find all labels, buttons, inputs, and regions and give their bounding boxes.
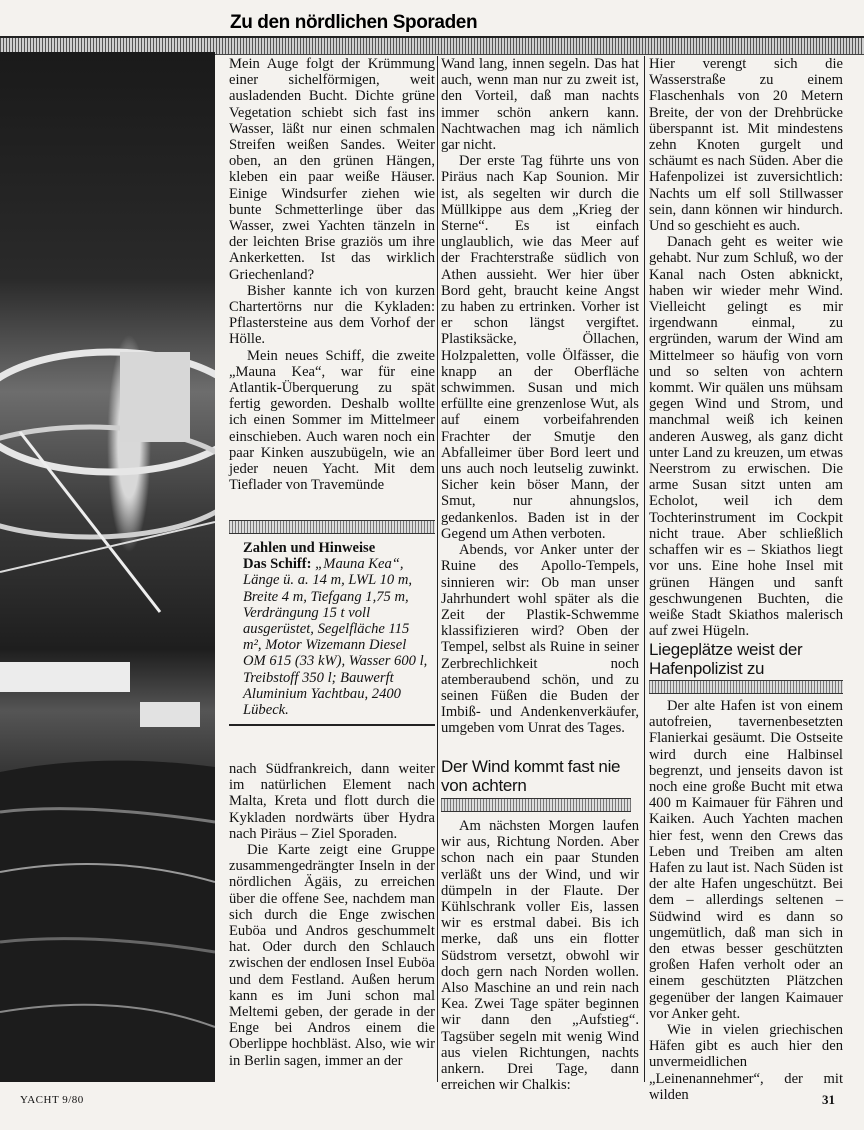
article-column-1	[229, 56, 435, 493]
facts-box-label: Das Schiff:	[243, 556, 312, 573]
facts-box-rule	[229, 520, 435, 534]
subheading-rule	[649, 680, 843, 694]
paragraph: Mein neues Schiff, die zweite „Mauna Kea“, war für eine Atlantik-Überquerung zu spät fertig geworden. Deshalb wollte ich einen Sommer im Mittelmeer einschieben. Auch waren noch ein paar Kinken auszubügeln, wie an jeder neuen Yacht. Mit dem Tieflader von Travemünde	[229, 347, 435, 494]
paragraph: Der erste Tag führte uns von Piräus nach Kap Sounion. Mir ist, als segelten wir durch die Müllkippe aus dem „Krieg der Sterne“. Es ist einfach unglaublich, wie das Meer auf der Frachterstraße südlich von Athen aussieht. Wer hier über Bord geht, braucht keine Angst zu haben zu ertrinken. Vorher ist er schon längst vergiftet. Plastiksäcke, Öllachen, Holzpaletten, volle Ölfässer, die knapp an der Oberfläche schwimmen. Susan und mich erfüllte eine grenzenlose Wut, als auf einem vorbeifahrenden Frachter der Smutje den Abfalleimer über Bord leert und uns auch noch leutselig zuwinkt. Sicher kein böser Mann, der Smut, nur ahnungslos, gedankenlos. Baden ist in der Gegend um Athen verboten.	[441, 153, 639, 542]
article-column-2-continued	[441, 818, 639, 1093]
paragraph: Bisher kannte ich von kurzen Chartertörns nur die Kykladen: Pflastersteine aus dem Vorhof der Hölle.	[229, 282, 435, 348]
paragraph: Wie in vielen griechischen Häfen gibt es auch hier den unvermeidlichen „Leinenannehmer“, der mit wilden	[649, 1022, 843, 1103]
paragraph: Mein Auge folgt der Krümmung einer sichelförmigen, weit ausladenden Bucht. Dichte grüne Vegetation schiebt sich fast ins Wasser, läßt nur einen schmalen Streifen weißen Sandes. Weiter oben, an den grünen Hängen, kleben ein paar weiße Häuser. Einige Windsurfer ziehen wie bunte Schmetterlinge über das Wasser, zwei Yachten tänzeln in der leichten Brise graziös um ihre Ankerketten. Ist das wirklich Griechenland?	[229, 56, 435, 283]
facts-box-title: Zahlen und Hinweise	[243, 540, 376, 556]
paragraph: Abends, vor Anker unter der Ruine des Apollo-Tempels, sinnieren wir: Ob man unser Jahrhundert wohl später als die Zeit der Plastik-Schwemme klassifizieren wird? Oben der Tempel, selbst als Ruine in seiner Zerbrechlichkeit noch atemberaubend schön, und zu seinen Füßen die Buden der Imbiß- und Andenkenverkäufer, umgeben vom Unrat des Tages.	[441, 542, 639, 737]
page-section-title: Zu den nördlichen Sporaden	[230, 12, 478, 33]
magazine-issue-label: YACHT 9/80	[20, 1094, 84, 1106]
article-column-2	[441, 56, 639, 737]
facts-box-bottom-rule	[229, 724, 435, 726]
subheading-harbor: Liegeplätze weist der Hafenpolizist zu	[649, 640, 803, 678]
paragraph: Wand lang, innen segeln. Das hat auch, wenn man nur zu zweit ist, den Vorteil, daß man nachts immer schön ankern kann. Nachtwachen mag ich nämlich gar nicht.	[441, 56, 639, 154]
facts-box-body: „Mauna Kea“, Länge ü. a. 14 m, LWL 10 m, Breite 4 m, Tiefgang 1,75 m, Verdrängung 15 t voll ausgerüstet, Segelfläche 115 m², Motor Wizemann Diesel OM 615 (33 kW), Wasser 600 l, Treibstoff 350 l; Bauwerft Aluminium Yachtbau, 2400	[243, 556, 428, 702]
article-column-3	[649, 56, 843, 639]
paragraph: nach Südfrankreich, dann weiter im natürlichen Element nach Malta, Kreta und flott durch die Kykladen nordwärts über Hydra nach Piräus – Ziel Sporaden.	[229, 761, 435, 842]
paragraph: Am nächsten Morgen laufen wir aus, Richtung Norden. Aber schon nach ein paar Stunden verläßt uns der Wind, und wir dümpeln in der Flaute. Der Kühlschrank voller Eis, lassen wir es erstmal dabei. Bis ich merke, daß uns ein flotter Südstrom versetzt, obwohl wir doch gern nach Norden wollen. Also Maschine an und rein nach Kea. Zwei Tage später beginnen wir dann den „Aufstieg“. Tagsüber segeln mit wenig Wind aus vielen Richtungen, nachts ankern. Drei Tage, dann erreichen wir Chalkis:	[441, 818, 639, 1094]
facts-box	[229, 520, 435, 726]
article-column-1-continued	[229, 761, 435, 1069]
column-divider	[644, 56, 645, 1082]
subheading-rule	[441, 798, 631, 812]
paragraph: Der alte Hafen ist von einem autofreien, tavernenbesetzten Flanierkai gesäumt. Die Ostseite wird durch eine Halbinsel begrenzt, und jenseits davon ist noch eine große Bucht mit etwa 400 m Kaimauer für Fähren und Kaiken. Auch Yachten machen hier fest, wenn den Crews das Leben und Treiben am alten Hafen zu laut ist. Nach Süden ist der alte Hafen ungeschützt. Bei dem – allerdings seltenen – Südwind wird es dann so ungemütlich, daß man sich in den etwas besser geschützten großen Hafen verholt oder an einem geschützten Plätzchen gegenüber der langen Kaimauer vor Anker geht.	[649, 698, 843, 1022]
page-number: 31	[822, 1092, 835, 1107]
paragraph: Die Karte zeigt eine Gruppe zusammengedrängter Inseln in der nördlichen Ägäis, zu erreichen über die offene See, nachdem man sich durch die Enge zwischen Euböa und Andros geschummelt hat. Oder durch den Schlauch zwischen der endlosen Insel Euböa und dem Festland. Außen herum kann es im Juni schon mal Meltemi geben, der gerade in der Enge bei Andros einem die Oberlippe hochbläst. Also, wie wir in Berlin sagen, immer an der	[229, 842, 435, 1069]
paragraph: Hier verengt sich die Wasserstraße zu einem Flaschenhals von 20 Metern Breite, der von der Drehbrücke überspannt ist. Mit mindestens zehn Knoten gurgelt und schäumt es nach Süden. Aber die Hafenpolizei ist zuversichtlich: Nachts um elf soll Stillwasser sein, dann können wir hindurch. Und so geschieht es auch.	[649, 56, 843, 235]
article-column-3-continued	[649, 698, 843, 1103]
column-divider	[437, 56, 438, 1082]
facts-box-end: Lübeck.	[243, 702, 289, 719]
paragraph: Danach geht es weiter wie gehabt. Nur zum Schluß, wo der Kanal nach Osten abknickt, haben wir wieder mehr Wind. Vielleicht gelingt es mir irgendwann einmal, zu ergründen, warum der Wind am Mittelmeer so häufig von vorn und so selten von achtern kommt. Wir quälen uns mühsam gegen Wind und Strom, und manchmal weiß ich keinen anderen Ausweg, als ganz dicht unter Land zu kreuzen, um etwas Neerstrom zu erwischen. Die arme Susan sitzt unten am Echolot, weil ich dem Tochterinstrument im Cockpit nicht traue. Aber schließlich schaffen wir es – Skiathos liegt vor uns. Eine hohe Insel mit grünen Hängen und sanft geschwungenen Buchten, die weiße Stadt Skiathos malerisch auf zwei Hügeln.	[649, 234, 843, 640]
subheading-wind: Der Wind kommt fast nie von achtern	[441, 757, 621, 795]
yacht-harbor-photo	[0, 52, 215, 1082]
